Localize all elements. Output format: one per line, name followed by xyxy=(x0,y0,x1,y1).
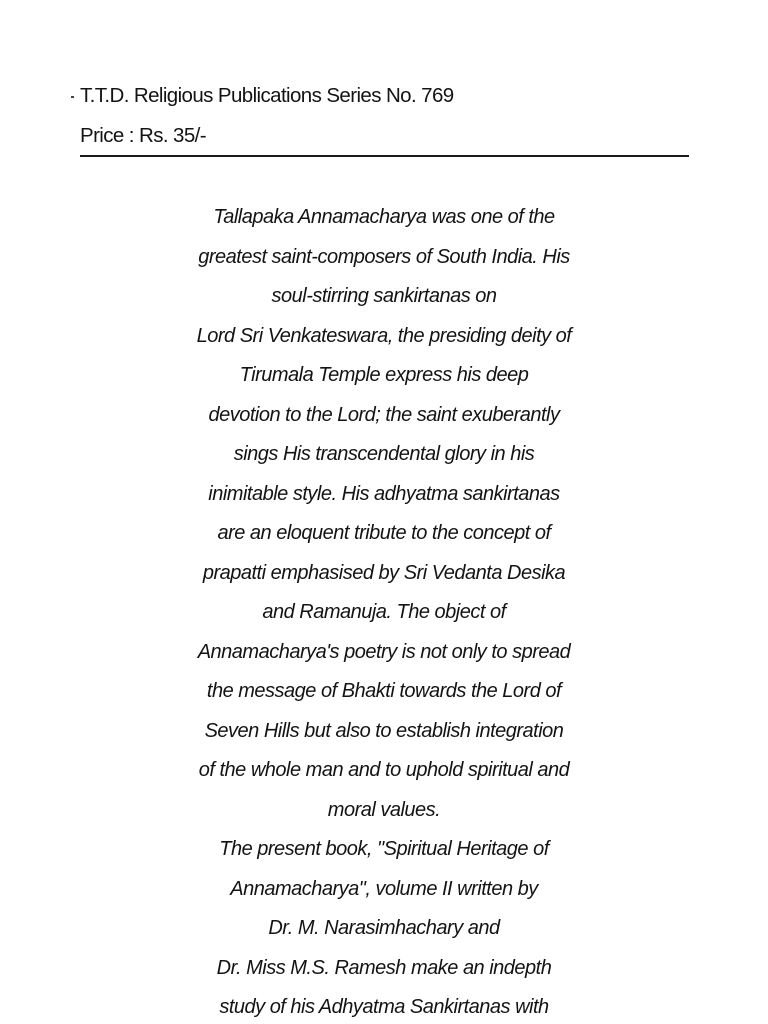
scan-speck xyxy=(71,96,74,98)
body-line: study of his Adhyatma Sankirtanas with xyxy=(219,996,549,1018)
body-line: are an eloquent tribute to the concept of xyxy=(217,522,551,544)
body-line: greatest saint-composers of South India. His xyxy=(198,245,570,268)
series-line: T.T.D. Religious Publications Series No. 769 xyxy=(80,84,454,107)
body-line: The present book, "Spiritual Heritage of xyxy=(219,838,549,860)
body-line: sings His transcendental glory in his xyxy=(233,443,535,465)
body-line: of the whole man and to uphold spiritual and xyxy=(198,759,570,781)
body-line: soul-stirring sankirtanas on xyxy=(271,285,497,307)
body-line: the message of Bhakti towards the Lord of xyxy=(206,680,562,702)
body-line: Tirumala Temple express his deep xyxy=(239,364,529,386)
header-rule xyxy=(80,155,689,157)
price-line: Price : Rs. 35/- xyxy=(80,124,206,147)
body-line: Dr. M. Narasimhachary and xyxy=(268,917,500,939)
body-line: Lord Sri Venkateswara, the presiding deity of xyxy=(196,324,572,347)
body-line: Annamacharya's poetry is not only to spread xyxy=(197,640,571,663)
body-line: Dr. Miss M.S. Ramesh make an indepth xyxy=(216,956,552,979)
body-line: Tallapaka Annamacharya was one of the xyxy=(213,206,555,228)
body-line: and Ramanuja. The object of xyxy=(262,601,506,623)
body-line: inimitable style. His adhyatma sankirtanas xyxy=(208,482,560,505)
body-line: devotion to the Lord; the saint exuberantly xyxy=(208,403,560,426)
body-line: Seven Hills but also to establish integration xyxy=(204,719,564,742)
body-text xyxy=(140,198,628,1024)
body-line: prapatti emphasised by Sri Vedanta Desika xyxy=(202,561,566,584)
body-line: moral values. xyxy=(327,798,441,821)
body-line: Annamacharya", volume II written by xyxy=(230,877,538,900)
